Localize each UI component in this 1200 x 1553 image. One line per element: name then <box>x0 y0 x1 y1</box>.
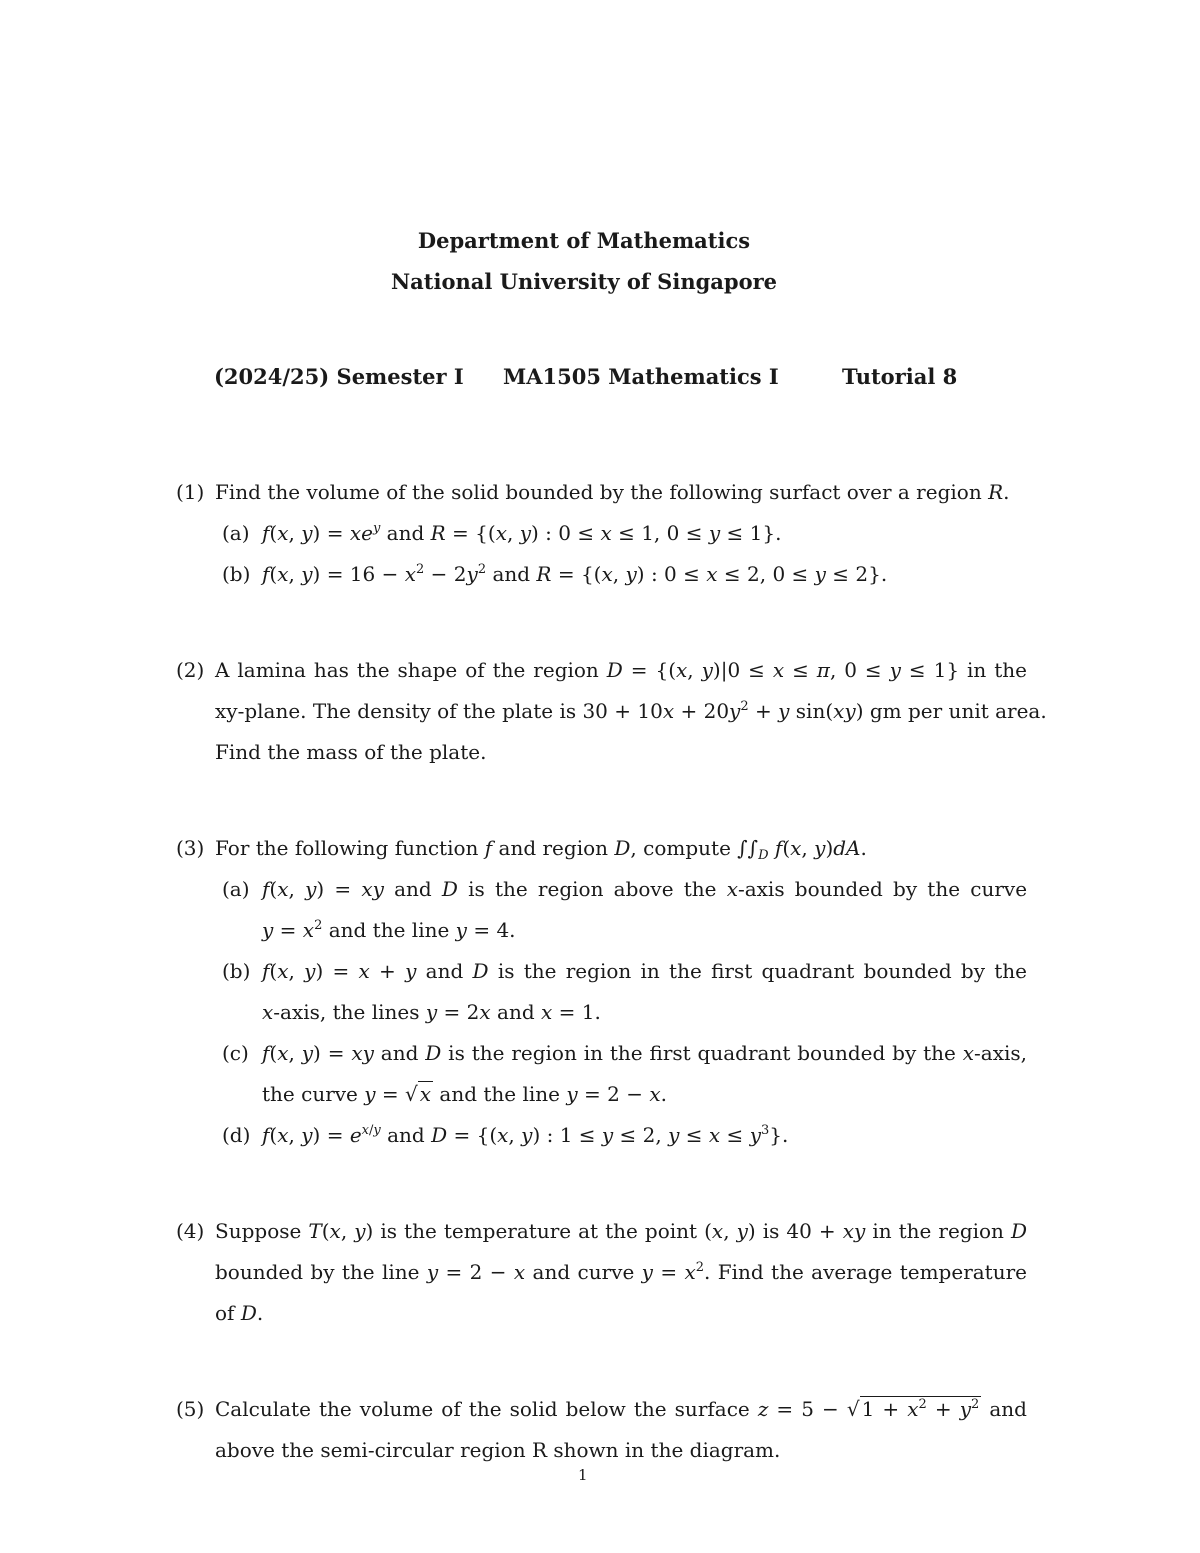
question-5-line-2: above the semi-circular region R shown in the diagram. <box>215 1438 781 1462</box>
question-3c-label: (c) <box>222 1041 249 1065</box>
question-2-line-3: Find the mass of the plate. <box>215 740 487 764</box>
question-3-number: (3) <box>176 836 205 860</box>
question-2-line-2: xy-plane. The density of the plate is $30 + 10x + 20y^2 + y$ sin(xy) gm per unit area. <box>215 699 1047 723</box>
question-4-line-2: bounded by the line y = 2 − x and curve $y = x^2$. Find the average temperature <box>215 1260 1027 1284</box>
question-3d-label: (d) <box>222 1123 251 1147</box>
question-3b-label: (b) <box>222 959 251 983</box>
question-3b-line-2: x-axis, the lines y = 2x and x = 1. <box>262 1000 601 1024</box>
question-3b-line-1: f(x, y) = x + y and D is the region in the first quadrant bounded by the <box>262 959 1028 983</box>
university-heading: National University of Singapore <box>390 269 778 294</box>
question-1a-text: f(x, $y) = xe^y$ and R = {(x, y) : 0 ≤ x ≤ 1, 0 ≤ y ≤ 1}. <box>262 521 782 545</box>
semester-label: (2024/25) Semester I <box>214 364 464 389</box>
question-4-number: (4) <box>176 1219 205 1243</box>
question-4-line-3: of D. <box>215 1301 264 1325</box>
question-5-line-1: Calculate the volume of the solid below the surface z = 5 − √ $1 + x^2 + y^2$ and <box>215 1397 1027 1421</box>
course-title: MA1505 Mathematics I <box>503 364 779 389</box>
question-3-text: For the following function f and region D, compute $\int\int_D$ f(x, y)dA. <box>215 836 867 863</box>
question-3a-line-2: $y = x^2$ and the line y = 4. <box>262 918 516 942</box>
question-3a-line-1: f(x, y) = xy and D is the region above the x-axis bounded by the curve <box>262 877 1028 901</box>
question-3d-text: f(x, $y) = e^{x/y}$ and D = {(x, y) : 1 ≤ y ≤ 2, $y \le x \le y^3$}. <box>262 1123 789 1147</box>
question-1b-label: (b) <box>222 562 251 586</box>
question-5-number: (5) <box>176 1397 205 1421</box>
question-1-number: (1) <box>176 480 205 504</box>
question-3c-line-1: f(x, y) = xy and D is the region in the first quadrant bounded by the x-axis, <box>262 1041 1027 1065</box>
department-heading: Department of Mathematics <box>417 228 751 253</box>
page-number: 1 <box>578 1466 588 1484</box>
question-2-number: (2) <box>176 658 205 682</box>
question-1-text: Find the volume of the solid bounded by the following surfact over a region R. <box>215 480 1010 504</box>
question-1a-label: (a) <box>222 521 250 545</box>
question-1b-text: f(x, $y) = 16 - x^2 - 2y^2$ and R = {(x, y) : 0 ≤ x ≤ 2, 0 ≤ y ≤ 2}. <box>262 562 888 586</box>
question-3a-label: (a) <box>222 877 250 901</box>
question-2-line-1: A lamina has the shape of the region D = {(x, y)|0 ≤ x ≤ π, 0 ≤ y ≤ 1} in the <box>215 658 1027 682</box>
question-4-line-1: Suppose T(x, y) is the temperature at the point (x, y) is 40 + xy in the region D <box>215 1219 1028 1243</box>
tutorial-label: Tutorial 8 <box>842 364 958 389</box>
question-3c-line-2: the curve y = √ x and the line y = 2 − x. <box>262 1082 667 1106</box>
